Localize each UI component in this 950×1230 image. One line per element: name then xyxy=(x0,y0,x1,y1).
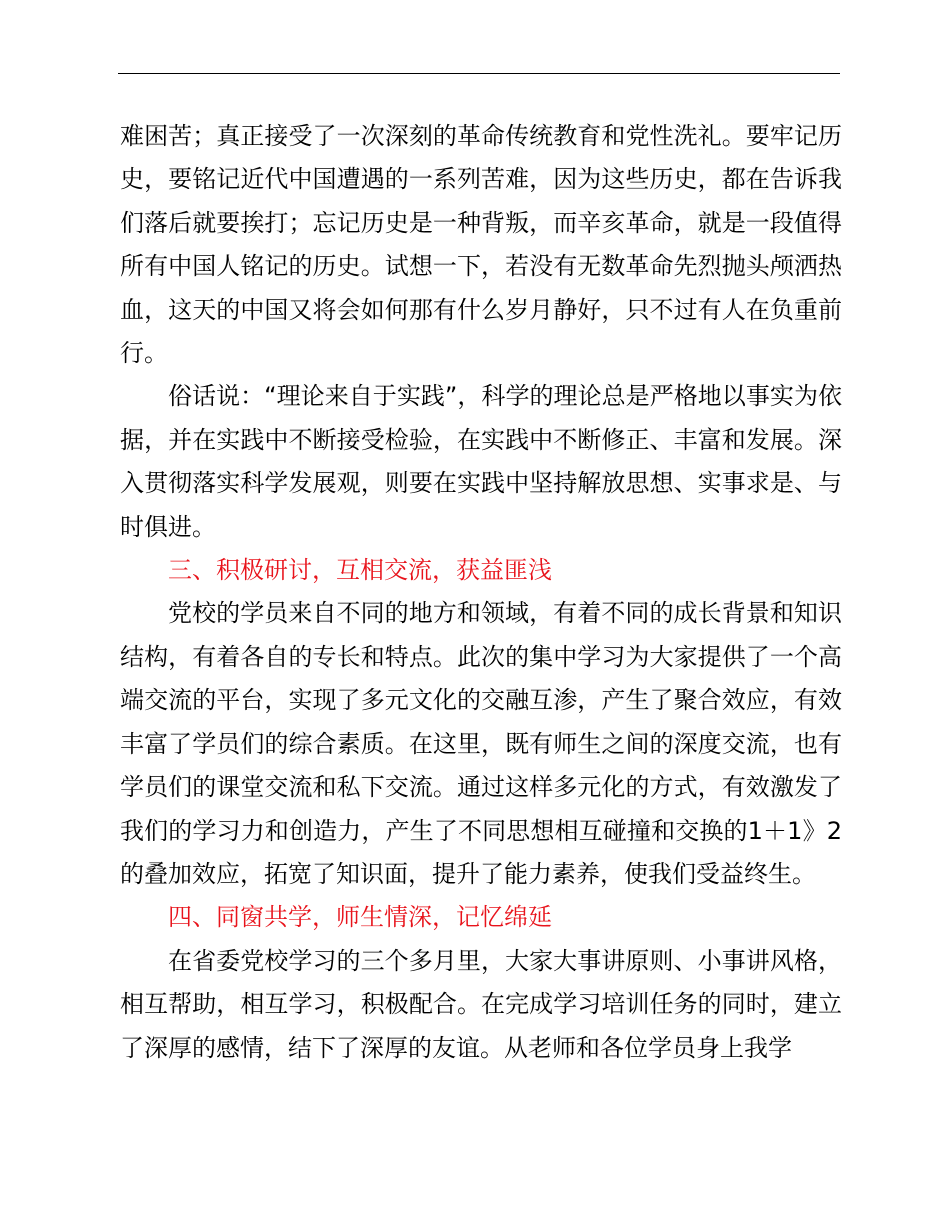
paragraph-exchange: 党校的学员来自不同的地方和领域，有着不同的成长背景和知识结构，有着各自的专长和特点。此次的集中学习为大家提供了一个高端交流的平台，实现了多元文化的交融互渗，产生了聚合效应，有效丰富了学员们的综合素质。在这里，既有师生之间的深度交流，也有学员们的课堂交流和私下交流。通过这样多元化的方式，有效激发了我们的学习力和创造力，产生了不同思想相互碰撞和交换的1＋1》2的叠加效应，拓宽了知识面，提升了能力素养，使我们受益终生。 xyxy=(120,599,842,888)
paragraph-history: 难困苦；真正接受了一次深刻的革命传统教育和党性洗礼。要牢记历史，要铭记近代中国遭遇的一系列苦难，因为这些历史，都在告诉我们落后就要挨打；忘记历史是一种背叛，而辛亥革命，就是一段值得所有中国人铭记的历史。试想一下，若没有无数革命先烈抛头颅洒热血，这天的中国又将会如何那有什么岁月静好，只不过有人在负重前行。 xyxy=(120,122,842,368)
section-heading-3: 三、积极研讨，互相交流，获益匪浅 xyxy=(168,556,552,585)
section-heading-4: 四、同窗共学，师生情深，记忆绵延 xyxy=(168,903,552,932)
paragraph-classmates: 在省委党校学习的三个多月里，大家大事讲原则、小事讲风格，相互帮助，相互学习，积极配合。在完成学习培训任务的同时，建立了深厚的感情，结下了深厚的友谊。从老师和各位学员身上我学 xyxy=(120,946,842,1062)
document-body xyxy=(120,115,842,1070)
header-rule xyxy=(118,73,840,74)
paragraph-theory-practice: 俗话说：“理论来自于实践”，科学的理论总是严格地以事实为依据，并在实践中不断接受检验，在实践中不断修正、丰富和发展。深入贯彻落实科学发展观，则要在实践中坚持解放思想、实事求是、与时俱进。 xyxy=(120,382,842,541)
